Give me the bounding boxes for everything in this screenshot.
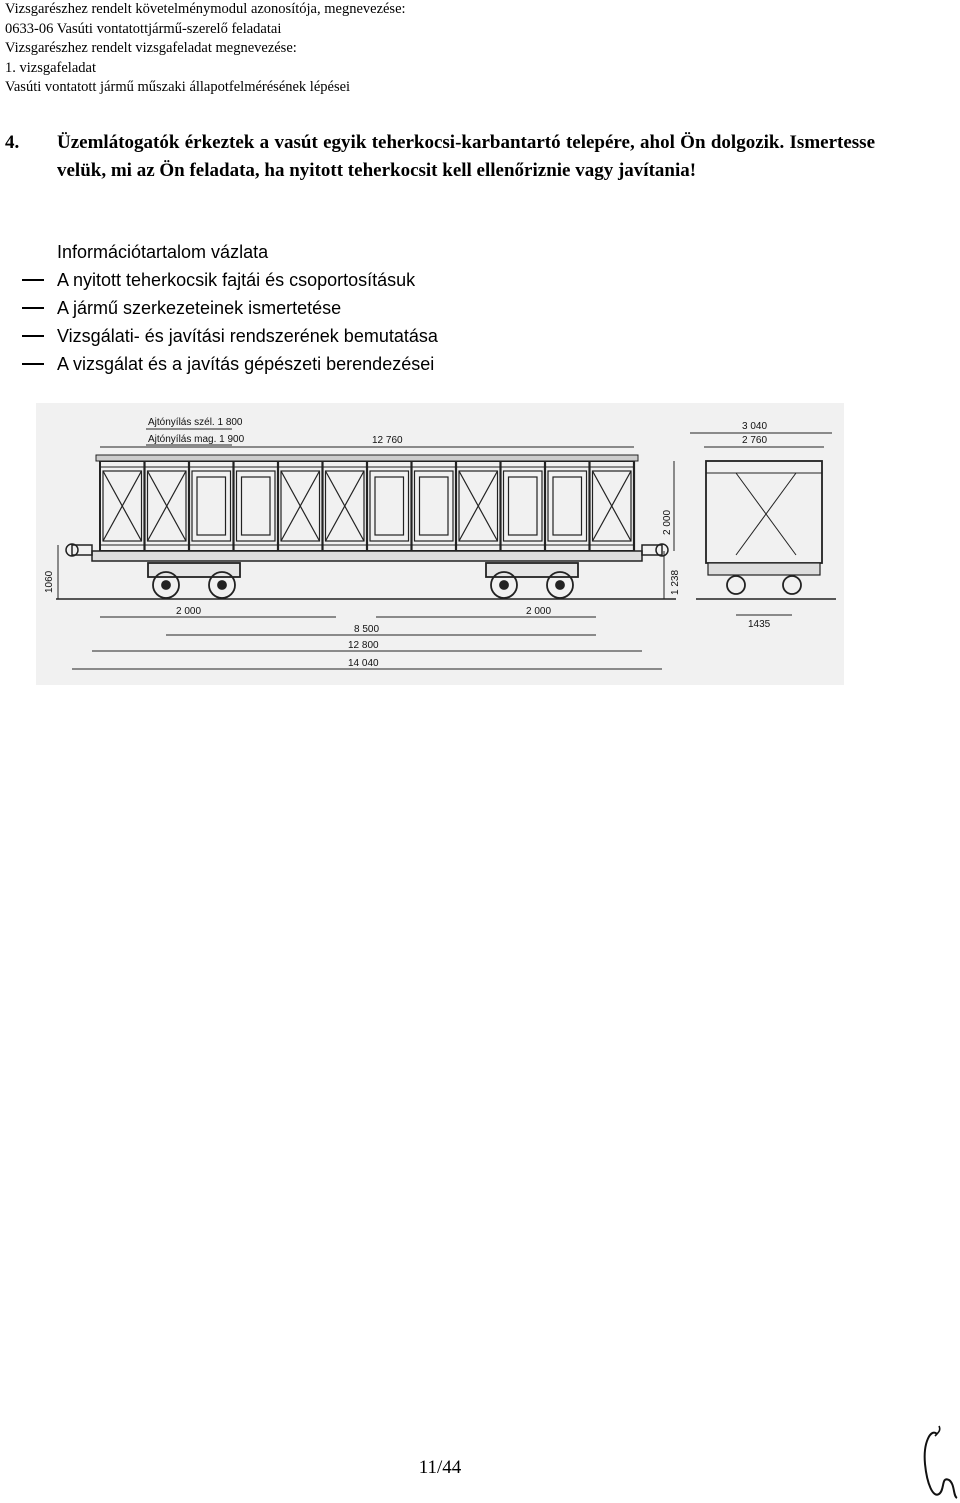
- info-outline: [57, 238, 857, 378]
- side-panel: [192, 471, 231, 541]
- task-block: [5, 129, 875, 185]
- wagon-technical-drawing: [36, 403, 844, 685]
- list-item: [7, 350, 857, 378]
- door-panel: [375, 477, 404, 535]
- dash-bullet: [22, 363, 44, 365]
- door-panel: [197, 477, 226, 535]
- label-gauge: 1435: [748, 619, 771, 630]
- label-frame-length: 12 800: [348, 640, 379, 651]
- side-panel: [548, 471, 587, 541]
- list-item-text: A jármű szerkezeteinek ismertetése: [57, 298, 342, 318]
- task-number: 4.: [5, 132, 20, 153]
- side-panel: [370, 471, 409, 541]
- door-panel: [553, 477, 582, 535]
- wagon-drawing-svg: [36, 403, 844, 685]
- side-panels: [103, 461, 634, 551]
- buffer-right: [642, 545, 662, 555]
- list-item: [7, 322, 857, 350]
- signature-mark: [915, 1420, 960, 1503]
- label-door-height: Ajtónyílás mag. 1 900: [148, 434, 245, 445]
- label-height-1238: 1 238: [670, 569, 681, 595]
- door-panel: [420, 477, 449, 535]
- bogie-left: [148, 563, 240, 598]
- dash-bullet: [22, 335, 44, 337]
- buffer-left: [72, 545, 92, 555]
- task-text: Üzemlátogatók érkeztek a vasút egyik teherkocsi-karbantartó telepére, ahol Ön dolgozik. Ismertesse velük, mi az Ön feladata, ha nyitott teherkocsit kell ellenőriznie vagy javítania!: [57, 132, 875, 181]
- label-height-left: 1060: [44, 570, 55, 593]
- label-height-2000: 2 000: [662, 509, 673, 535]
- end-view: [690, 433, 836, 615]
- underframe: [92, 551, 642, 561]
- bogie-right: [486, 563, 578, 598]
- list-item: [7, 294, 857, 322]
- label-axle-left: 2 000: [176, 606, 202, 617]
- door-panel: [242, 477, 271, 535]
- label-outer-width: 3 040: [742, 421, 768, 432]
- label-door-width: Ajtónyílás szél. 1 800: [148, 417, 243, 428]
- side-panel: [415, 471, 454, 541]
- header-line: Vizsgarészhez rendelt vizsgafeladat megnevezése:: [5, 40, 297, 57]
- document-header: [5, 0, 805, 98]
- door-panel: [509, 477, 538, 535]
- list-item-text: A nyitott teherkocsik fajtái és csoportosításuk: [57, 270, 416, 290]
- page-number: 11/44: [418, 1457, 462, 1478]
- list-item: [7, 266, 857, 294]
- side-panel: [504, 471, 543, 541]
- dash-bullet: [22, 307, 44, 309]
- info-list: [57, 266, 857, 378]
- header-line: 1. vizsgafeladat: [5, 59, 96, 76]
- dash-bullet: [22, 279, 44, 281]
- list-item-text: Vizsgálati- és javítási rendszerének bemutatása: [57, 326, 438, 346]
- label-bogie-centres: 8 500: [354, 624, 380, 635]
- list-item-text: A vizsgálat és a javítás gépészeti berendezései: [57, 354, 435, 374]
- label-axle-right: 2 000: [526, 606, 552, 617]
- info-title: Információtartalom vázlata: [57, 242, 269, 262]
- label-total-length: 14 040: [348, 658, 379, 669]
- header-line: Vasúti vontatott jármű műszaki állapotfelmérésének lépései: [5, 79, 351, 96]
- label-inner-width: 2 760: [742, 435, 768, 446]
- label-body-length: 12 760: [372, 435, 403, 446]
- side-panel: [237, 471, 276, 541]
- header-line: 0633-06 Vasúti vontatottjármű-szerelő feladatai: [5, 20, 282, 37]
- header-line: Vizsgarészhez rendelt követelménymodul azonosítója, megnevezése:: [5, 1, 406, 17]
